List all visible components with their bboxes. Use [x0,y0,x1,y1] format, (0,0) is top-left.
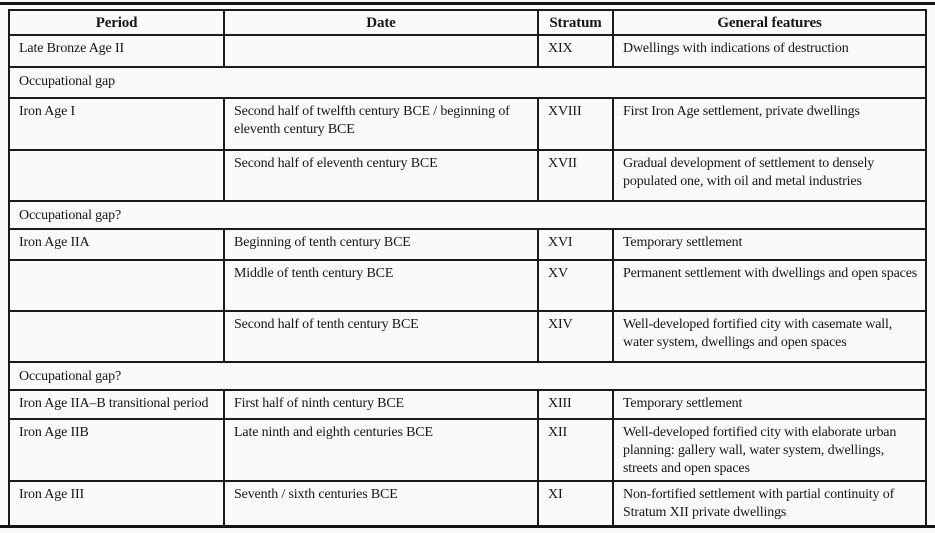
cell-date: Second half of twelfth century BCE / beginning of eleventh century BCE [224,98,538,150]
cell-features: Well-developed fortified city with casemate wall, water system, dwellings and open spaces [613,311,926,362]
stratigraphy-table [8,9,927,527]
cell-stratum: XVI [538,229,613,260]
table-row [9,390,926,419]
table-row [9,481,926,526]
cell-features: Well-developed fortified city with elaborate urban planning: gallery wall, water system, dwellings, streets and open spaces [613,419,926,481]
cell-period [9,311,224,362]
cell-stratum: XVII [538,150,613,201]
cell-period: Iron Age III [9,481,224,526]
cell-stratum: XI [538,481,613,526]
col-header-stratum: Stratum [538,10,613,35]
cell-features: Temporary settlement [613,390,926,419]
gap-row [9,362,926,390]
cell-features: Temporary settlement [613,229,926,260]
col-header-date: Date [224,10,538,35]
cell-stratum: XIX [538,35,613,67]
cell-period: Iron Age IIA–B transitional period [9,390,224,419]
cell-period: Iron Age IIA [9,229,224,260]
gap-row [9,67,926,98]
table-row [9,229,926,260]
cell-period [9,150,224,201]
cell-stratum: XIII [538,390,613,419]
table-row [9,35,926,67]
table-row [9,311,926,362]
table-row [9,260,926,311]
cell-features: Permanent settlement with dwellings and open spaces [613,260,926,311]
top-rule [0,2,935,5]
table-row [9,150,926,201]
cell-date: Beginning of tenth century BCE [224,229,538,260]
cell-features: Non-fortified settlement with partial continuity of Stratum XII private dwellings [613,481,926,526]
table-row [9,98,926,150]
cell-features: Gradual development of settlement to densely populated one, with oil and metal industries [613,150,926,201]
cell-features: Dwellings with indications of destruction [613,35,926,67]
cell-stratum: XII [538,419,613,481]
cell-date: Late ninth and eighth centuries BCE [224,419,538,481]
cell-date: Middle of tenth century BCE [224,260,538,311]
col-header-period: Period [9,10,224,35]
gap-label: Occupational gap? [9,201,926,229]
cell-date: First half of ninth century BCE [224,390,538,419]
cell-stratum: XIV [538,311,613,362]
cell-features: First Iron Age settlement, private dwellings [613,98,926,150]
table-body [9,35,926,526]
cell-period: Iron Age I [9,98,224,150]
cell-stratum: XV [538,260,613,311]
gap-label: Occupational gap [9,67,926,98]
col-header-features: General features [613,10,926,35]
cell-date [224,35,538,67]
header-row [9,10,926,35]
cell-period: Late Bronze Age II [9,35,224,67]
cell-period [9,260,224,311]
cell-date: Second half of eleventh century BCE [224,150,538,201]
gap-label: Occupational gap? [9,362,926,390]
gap-row [9,201,926,229]
cell-date: Seventh / sixth centuries BCE [224,481,538,526]
table-row [9,419,926,481]
bottom-rule [0,525,935,528]
cell-date: Second half of tenth century BCE [224,311,538,362]
cell-period: Iron Age IIB [9,419,224,481]
cell-stratum: XVIII [538,98,613,150]
